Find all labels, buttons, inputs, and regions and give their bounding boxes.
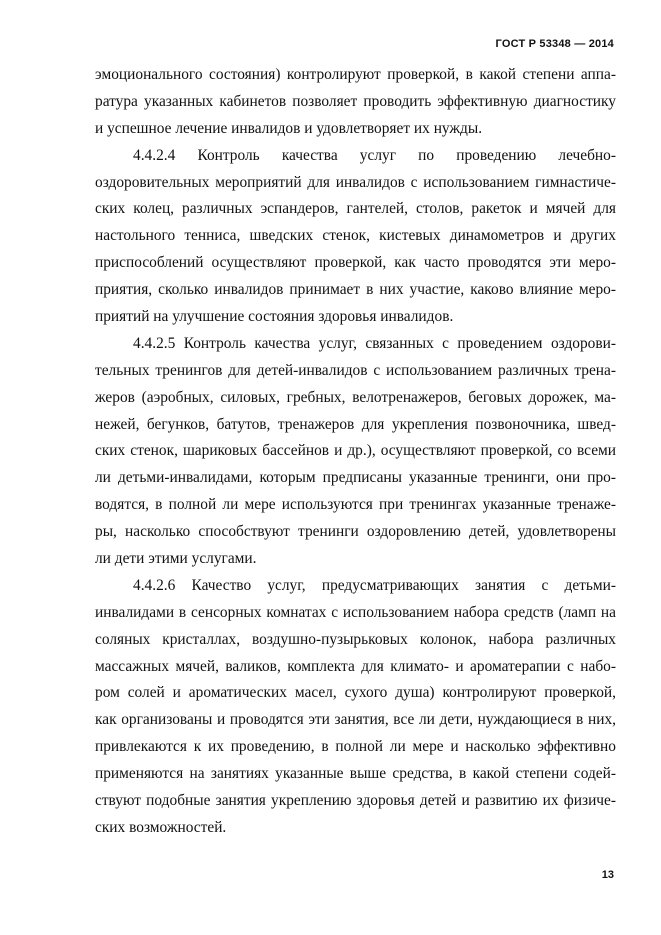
text-line: приятий на улучшение состояния здоровья инвалидов. [95,308,454,326]
text-line: приспособлений осуществляют проверкой, как часто проводятся эти меро- [95,254,616,272]
document-code-header: ГОСТ Р 53348 — 2014 [495,38,614,50]
text-line: 4.4.2.5 Контроль качества услуг, связанных с проведением оздорови- [133,334,616,352]
text-line: применяются на занятиях указанные выше средства, в какой степени содей- [95,765,616,783]
text-line: ских возможностей. [95,818,227,836]
text-line: оздоровительных мероприятий для инвалидов с использованием гимнастиче- [95,173,616,191]
text-line: ских колец, различных эспандеров, гантелей, столов, ракеток и мячей для [95,200,616,218]
text-line: ских стенок, шариковых бассейнов и др.), осуществляют проверкой, со всеми [95,442,616,460]
paragraph-continuation [95,62,616,143]
text-line: ли дети этими услугами. [95,550,257,568]
text-line: как организованы и проводятся эти занятия, все ли дети, нуждающиеся в них, [95,711,616,729]
paragraph-4-4-2-6 [95,573,616,842]
text-line: массажных мячей, валиков, комплекта для климато- и ароматерапии с набо- [95,657,616,675]
text-line: нежей, бегунков, батутов, тренажеров для укрепления позвоночника, швед- [95,415,616,433]
text-line: и успешное лечение инвалидов и удовлетворяет их нужды. [95,119,483,137]
text-line: 4.4.2.4 Контроль качества услуг по проведению лечебно- [133,146,616,164]
text-line: ры, насколько способствуют тренинги оздоровлению детей, удовлетворены [95,523,616,541]
text-line: эмоционального состояния) контролируют проверкой, в какой степени аппа- [95,66,616,83]
page-number: 13 [601,869,614,881]
text-line: настольного тенниса, шведских стенок, кистевых динамометров и других [95,227,616,245]
text-line: ратура указанных кабинетов позволяет проводить эффективную диагностику [95,92,616,110]
body-text [95,62,616,842]
text-line: водятся, в полной ли мере используются при тренингах указанные тренаже- [95,496,616,514]
paragraph-4-4-2-4 [95,143,616,331]
text-line: приятия, сколько инвалидов принимает в них участие, каково влияние меро- [95,281,616,299]
text-line: инвалидами в сенсорных комнатах с использованием набора средств (ламп на [95,603,616,621]
text-line: жеров (аэробных, силовых, гребных, велотренажеров, беговых дорожек, ма- [95,388,616,406]
text-line: соляных кристаллах, воздушно-пузырьковых колонок, набора различных [95,630,616,648]
text-line: тельных тренингов для детей-инвалидов с использованием различных трена- [95,361,616,379]
text-line: ствуют подобные занятия укреплению здоровья детей и развитию их физиче- [95,792,616,810]
paragraph-4-4-2-5 [95,331,616,573]
text-line: ром солей и ароматических масел, сухого душа) контролируют проверкой, [95,684,616,702]
text-line: привлекаются к их проведению, в полной ли мере и насколько эффективно [95,738,616,756]
text-line: ли детьми-инвалидами, которым предписаны указанные тренинги, они про- [95,469,616,487]
text-line: 4.4.2.6 Качество услуг, предусматривающих занятия с детьми- [133,576,616,594]
